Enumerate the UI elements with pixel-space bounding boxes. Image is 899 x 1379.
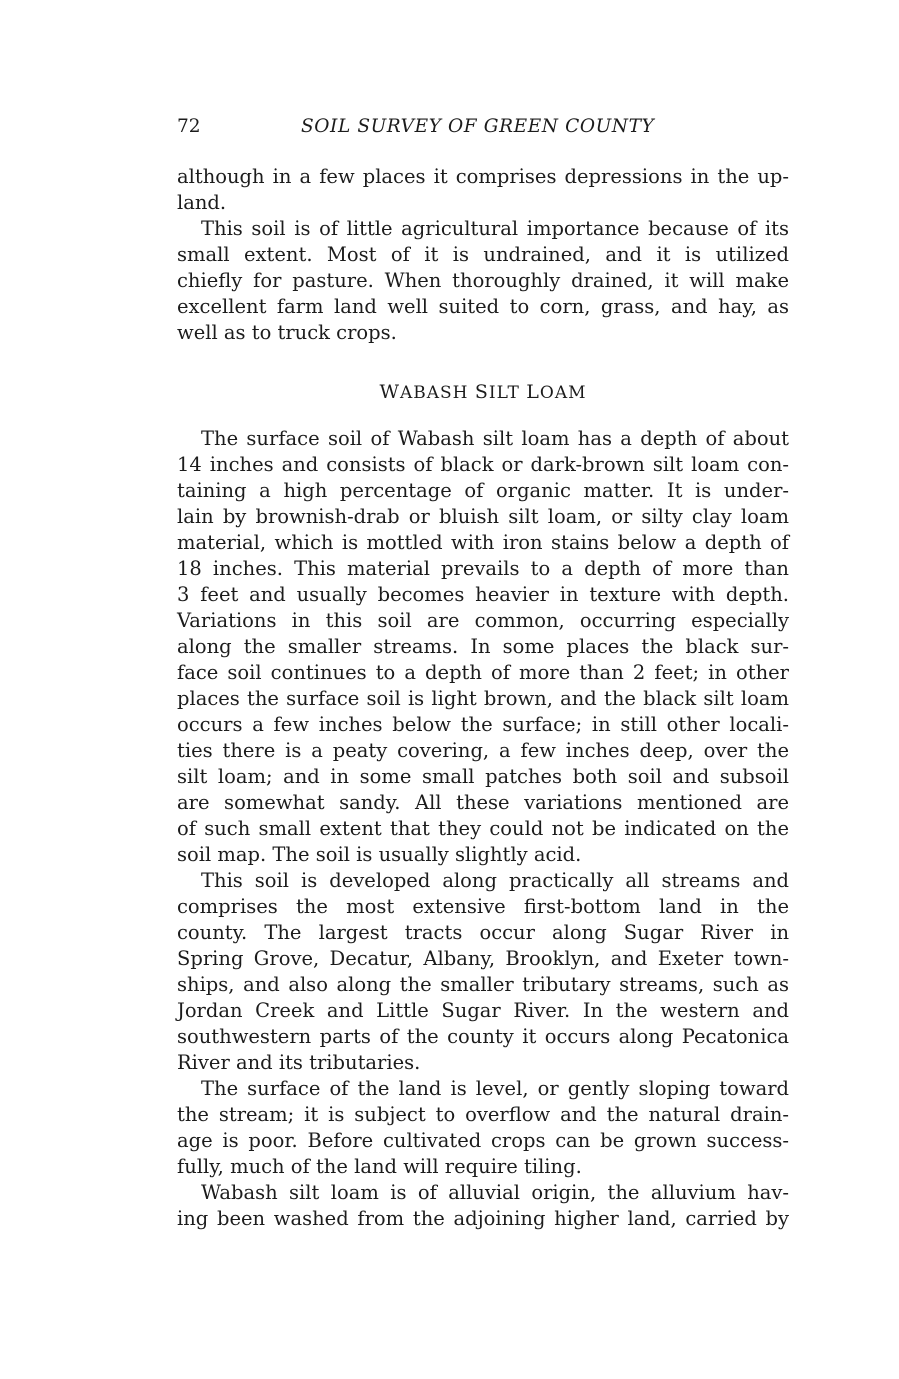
text-line: although in a few places it comprises depressions in the up- xyxy=(177,165,789,188)
text-line: along the smaller streams. In some places the black sur- xyxy=(177,635,789,658)
text-line: 14 inches and consists of black or dark-brown silt loam con- xyxy=(177,453,789,476)
text-line: ing been washed from the adjoining higher land, carried by xyxy=(177,1207,789,1230)
text-line: material, which is mottled with iron stains below a depth of xyxy=(177,531,789,554)
text-line: face soil continues to a depth of more than 2 feet; in other xyxy=(177,661,789,684)
text-line: The surface soil of Wabash silt loam has a depth of about xyxy=(201,427,789,450)
paragraph-origin xyxy=(177,1180,789,1232)
text-line: southwestern parts of the county it occurs along Pecatonica xyxy=(177,1025,789,1048)
text-line: occurs a few inches below the surface; in still other locali- xyxy=(177,713,789,736)
text-line: the stream; it is subject to overflow and the natural drain- xyxy=(177,1103,789,1126)
text-line: county. The largest tracts occur along Sugar River in xyxy=(177,921,789,944)
paragraph-distribution xyxy=(177,868,789,1076)
text-line: ships, and also along the smaller tributary streams, such as xyxy=(177,973,789,996)
text-line: Jordan Creek and Little Sugar River. In the western and xyxy=(177,999,789,1022)
text-line: comprises the most extensive first-bottom land in the xyxy=(177,895,789,918)
text-line: 3 feet and usually becomes heavier in texture with depth. xyxy=(177,583,789,606)
text-line: Variations in this soil are common, occurring especially xyxy=(177,609,789,632)
text-line: fully, much of the land will require tiling. xyxy=(177,1155,582,1178)
running-title: SOIL SURVEY OF GREEN COUNTY xyxy=(301,116,655,137)
text-line: This soil is developed along practically all streams and xyxy=(201,869,789,892)
text-line: age is poor. Before cultivated crops can be grown success- xyxy=(177,1129,789,1152)
paragraph-surface-soil xyxy=(177,426,789,868)
text-line: soil map. The soil is usually slightly acid. xyxy=(177,843,582,866)
text-line: chiefly for pasture. When thoroughly drained, it will make xyxy=(177,269,789,292)
text-line: 18 inches. This material prevails to a depth of more than xyxy=(177,557,789,580)
text-line: well as to truck crops. xyxy=(177,321,397,344)
text-line: ties there is a peaty covering, a few inches deep, over the xyxy=(177,739,789,762)
running-head xyxy=(177,112,789,142)
text-line: Spring Grove, Decatur, Albany, Brooklyn, and Exeter town- xyxy=(177,947,789,970)
text-line: land. xyxy=(177,191,227,214)
text-line: are somewhat sandy. All these variations mentioned are xyxy=(177,791,789,814)
text-line: small extent. Most of it is undrained, and it is utilized xyxy=(177,243,789,266)
text-line: places the surface soil is light brown, and the black silt loam xyxy=(177,687,789,710)
text-line: of such small extent that they could not be indicated on the xyxy=(177,817,789,840)
paragraph-drainage xyxy=(177,1076,789,1180)
text-line: silt loam; and in some small patches both soil and subsoil xyxy=(177,765,789,788)
paragraph-continued xyxy=(177,164,789,216)
text-line: River and its tributaries. xyxy=(177,1051,421,1074)
page xyxy=(177,112,789,1232)
text-line: lain by brownish-drab or bluish silt loam, or silty clay loam xyxy=(177,505,789,528)
text-line: This soil is of little agricultural importance because of its xyxy=(201,217,789,240)
text-line: taining a high percentage of organic matter. It is under- xyxy=(177,479,789,502)
text-line: The surface of the land is level, or gently sloping toward xyxy=(201,1077,789,1100)
page-number: 72 xyxy=(177,116,201,137)
text-line: excellent farm land well suited to corn, grass, and hay, as xyxy=(177,295,789,318)
text-line: Wabash silt loam is of alluvial origin, the alluvium hav- xyxy=(201,1181,789,1204)
paragraph-agricultural-importance xyxy=(177,216,789,346)
section-heading: WABASH SILT LOAM xyxy=(379,381,587,403)
